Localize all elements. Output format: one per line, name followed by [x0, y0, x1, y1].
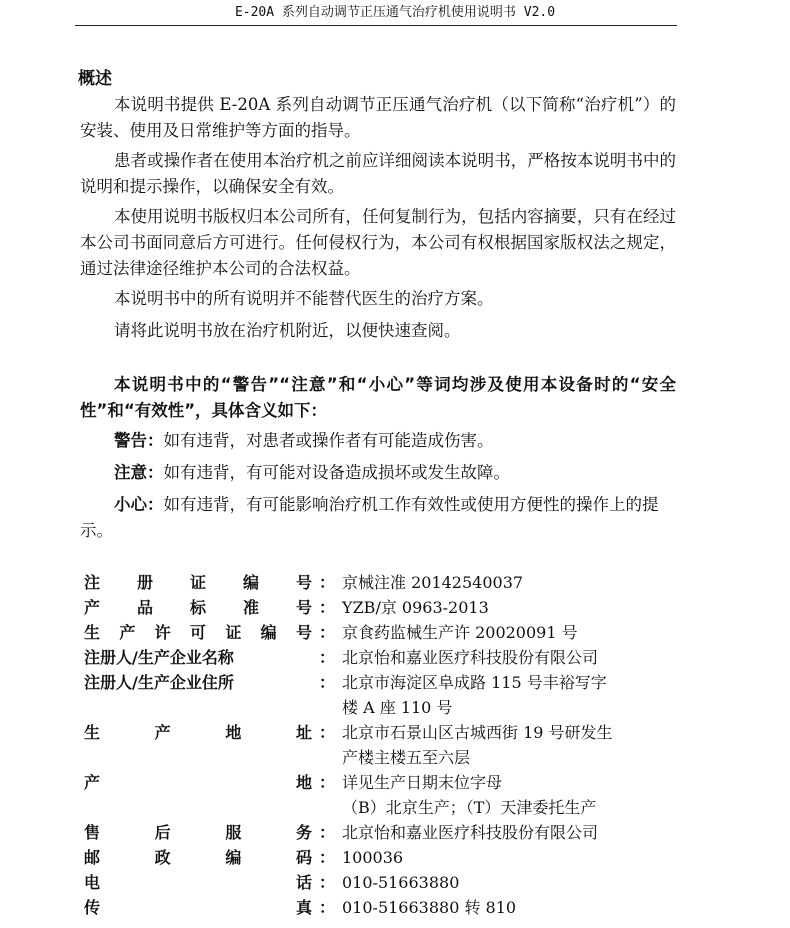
definition-term: 小心： — [114, 495, 164, 514]
product-info-table — [84, 570, 684, 920]
info-value: 京械注准 20142540037 — [342, 573, 524, 592]
definition-caution — [80, 492, 676, 544]
info-label-char: 电 — [84, 873, 101, 892]
info-colon: ： — [318, 873, 335, 892]
info-label — [84, 770, 312, 820]
info-label-char: 地 — [295, 773, 312, 792]
info-label-char: 号 — [295, 598, 312, 617]
info-colon: ： — [318, 598, 335, 617]
info-label-char: 准 — [242, 598, 259, 617]
info-value: 北京怡和嘉业医疗科技股份有限公司 — [342, 648, 599, 667]
paragraph-copyright: 本使用说明书版权归本公司所有，任何复制行为，包括内容摘要，只有在经过本公司书面同意后方可进行。任何侵权行为，本公司有权根据国家版权法之规定，通过法律途径维护本公司的合法权益。 — [80, 207, 676, 278]
info-label-char: 地 — [225, 723, 242, 742]
definition-attention — [114, 460, 676, 486]
info-row — [84, 670, 684, 720]
paragraph-intro: 本说明书提供 E-20A 系列自动调节正压通气治疗机（以下简称“治疗机”）的安装、使用及日常维护等方面的指导。 — [80, 95, 676, 140]
info-row — [84, 820, 684, 845]
info-colon: ： — [318, 673, 335, 692]
info-label-char: 注册人/生产企业住所 — [84, 673, 234, 692]
info-colon: ： — [318, 823, 335, 842]
info-colon: ： — [318, 648, 335, 667]
info-colon: ： — [318, 623, 335, 642]
info-label — [84, 670, 312, 720]
info-row — [84, 770, 684, 820]
paragraph-keep-nearby: 请将此说明书放在治疗机附近，以便快速查阅。 — [114, 321, 461, 340]
info-label — [84, 620, 312, 645]
info-label-char: 售 — [84, 823, 101, 842]
info-value: 010-51663880 — [342, 873, 460, 892]
section-title: 概述 — [78, 69, 112, 89]
info-label-char: 产 — [119, 623, 136, 642]
info-label-char: 许 — [154, 623, 171, 642]
definition-text: 如有违背，有可能影响治疗机工作有效性或使用方便性的操作上的提示。 — [80, 495, 659, 540]
info-value: 京食药监械生产许 20020091 号 — [342, 623, 578, 642]
info-label — [84, 845, 312, 870]
info-label-char: 号 — [295, 573, 312, 592]
info-label — [84, 645, 312, 670]
info-colon: ： — [318, 848, 335, 867]
info-label-char: 址 — [295, 723, 312, 742]
info-label-char: 政 — [154, 848, 171, 867]
info-label-char: 务 — [295, 823, 312, 842]
info-label-char: 注册人/生产企业名称 — [84, 648, 234, 667]
info-value: 北京怡和嘉业医疗科技股份有限公司 — [342, 823, 599, 842]
info-label — [84, 595, 312, 620]
info-label — [84, 870, 312, 895]
info-label-char: 真 — [295, 898, 312, 917]
page-header: E-20A 系列自动调节正压通气治疗机使用说明书 V2.0 — [234, 5, 556, 20]
info-label-char: 传 — [84, 898, 101, 917]
info-value: YZB/京 0963-2013 — [342, 598, 489, 617]
info-label-char: 标 — [189, 598, 206, 617]
info-row — [84, 645, 684, 670]
info-label-char: 证 — [189, 573, 206, 592]
info-label — [84, 820, 312, 845]
info-label-char: 编 — [260, 623, 277, 642]
info-label-char: 编 — [242, 573, 259, 592]
info-colon: ： — [318, 773, 335, 792]
info-label-char: 证 — [225, 623, 242, 642]
info-row — [84, 620, 684, 645]
info-label-char: 产 — [84, 773, 101, 792]
info-colon: ： — [318, 723, 335, 742]
definition-warning — [114, 428, 676, 454]
notice-paragraph: 本说明书中的“警告”“注意”和“小心”等词均涉及使用本设备时的“安全性”和“有效性”，具体含义如下： — [80, 375, 676, 420]
header-rule — [75, 25, 677, 26]
info-label-char: 册 — [136, 573, 153, 592]
info-label-char: 号 — [295, 623, 312, 642]
info-label-char: 话 — [295, 873, 312, 892]
info-label-char: 注 — [84, 573, 101, 592]
info-value: 详见生产日期末位字母 （B）北京生产；（T）天津委托生产 — [342, 773, 597, 817]
info-row — [84, 895, 684, 920]
info-label-char: 生 — [84, 623, 101, 642]
info-label-char: 品 — [136, 598, 153, 617]
paragraph-not-replace-doctor: 本说明书中的所有说明并不能替代医生的治疗方案。 — [114, 289, 494, 308]
definition-term: 警告： — [114, 431, 164, 450]
info-label — [84, 570, 312, 595]
info-value: 010-51663880 转 810 — [342, 898, 517, 917]
info-label-char: 邮 — [84, 848, 101, 867]
info-label-char: 码 — [295, 848, 312, 867]
definition-text: 如有违背，有可能对设备造成损坏或发生故障。 — [163, 463, 510, 482]
info-value: 北京市石景山区古城西街 19 号研发生 产楼主楼五至六层 — [342, 723, 613, 767]
info-label-char: 服 — [225, 823, 242, 842]
info-row — [84, 870, 684, 895]
info-row — [84, 595, 684, 620]
info-colon: ： — [318, 573, 335, 592]
info-row — [84, 570, 684, 595]
info-colon: ： — [318, 898, 335, 917]
info-label-char: 产 — [84, 598, 101, 617]
info-label-char: 生 — [84, 723, 101, 742]
info-value: 北京市海淀区阜成路 115 号丰裕写字 楼 A 座 110 号 — [342, 673, 607, 717]
definition-text: 如有违背，对患者或操作者有可能造成伤害。 — [163, 431, 494, 450]
paragraph-read-first: 患者或操作者在使用本治疗机之前应详细阅读本说明书，严格按本说明书中的说明和提示操作，以确保安全有效。 — [80, 151, 676, 196]
info-row — [84, 845, 684, 870]
info-label-char: 产 — [154, 723, 171, 742]
info-label — [84, 895, 312, 920]
info-row — [84, 720, 684, 770]
info-label — [84, 720, 312, 770]
info-label-char: 编 — [225, 848, 242, 867]
definition-term: 注意： — [114, 463, 164, 482]
info-label-char: 可 — [189, 623, 206, 642]
info-label-char: 后 — [154, 823, 171, 842]
info-value: 100036 — [342, 848, 404, 867]
